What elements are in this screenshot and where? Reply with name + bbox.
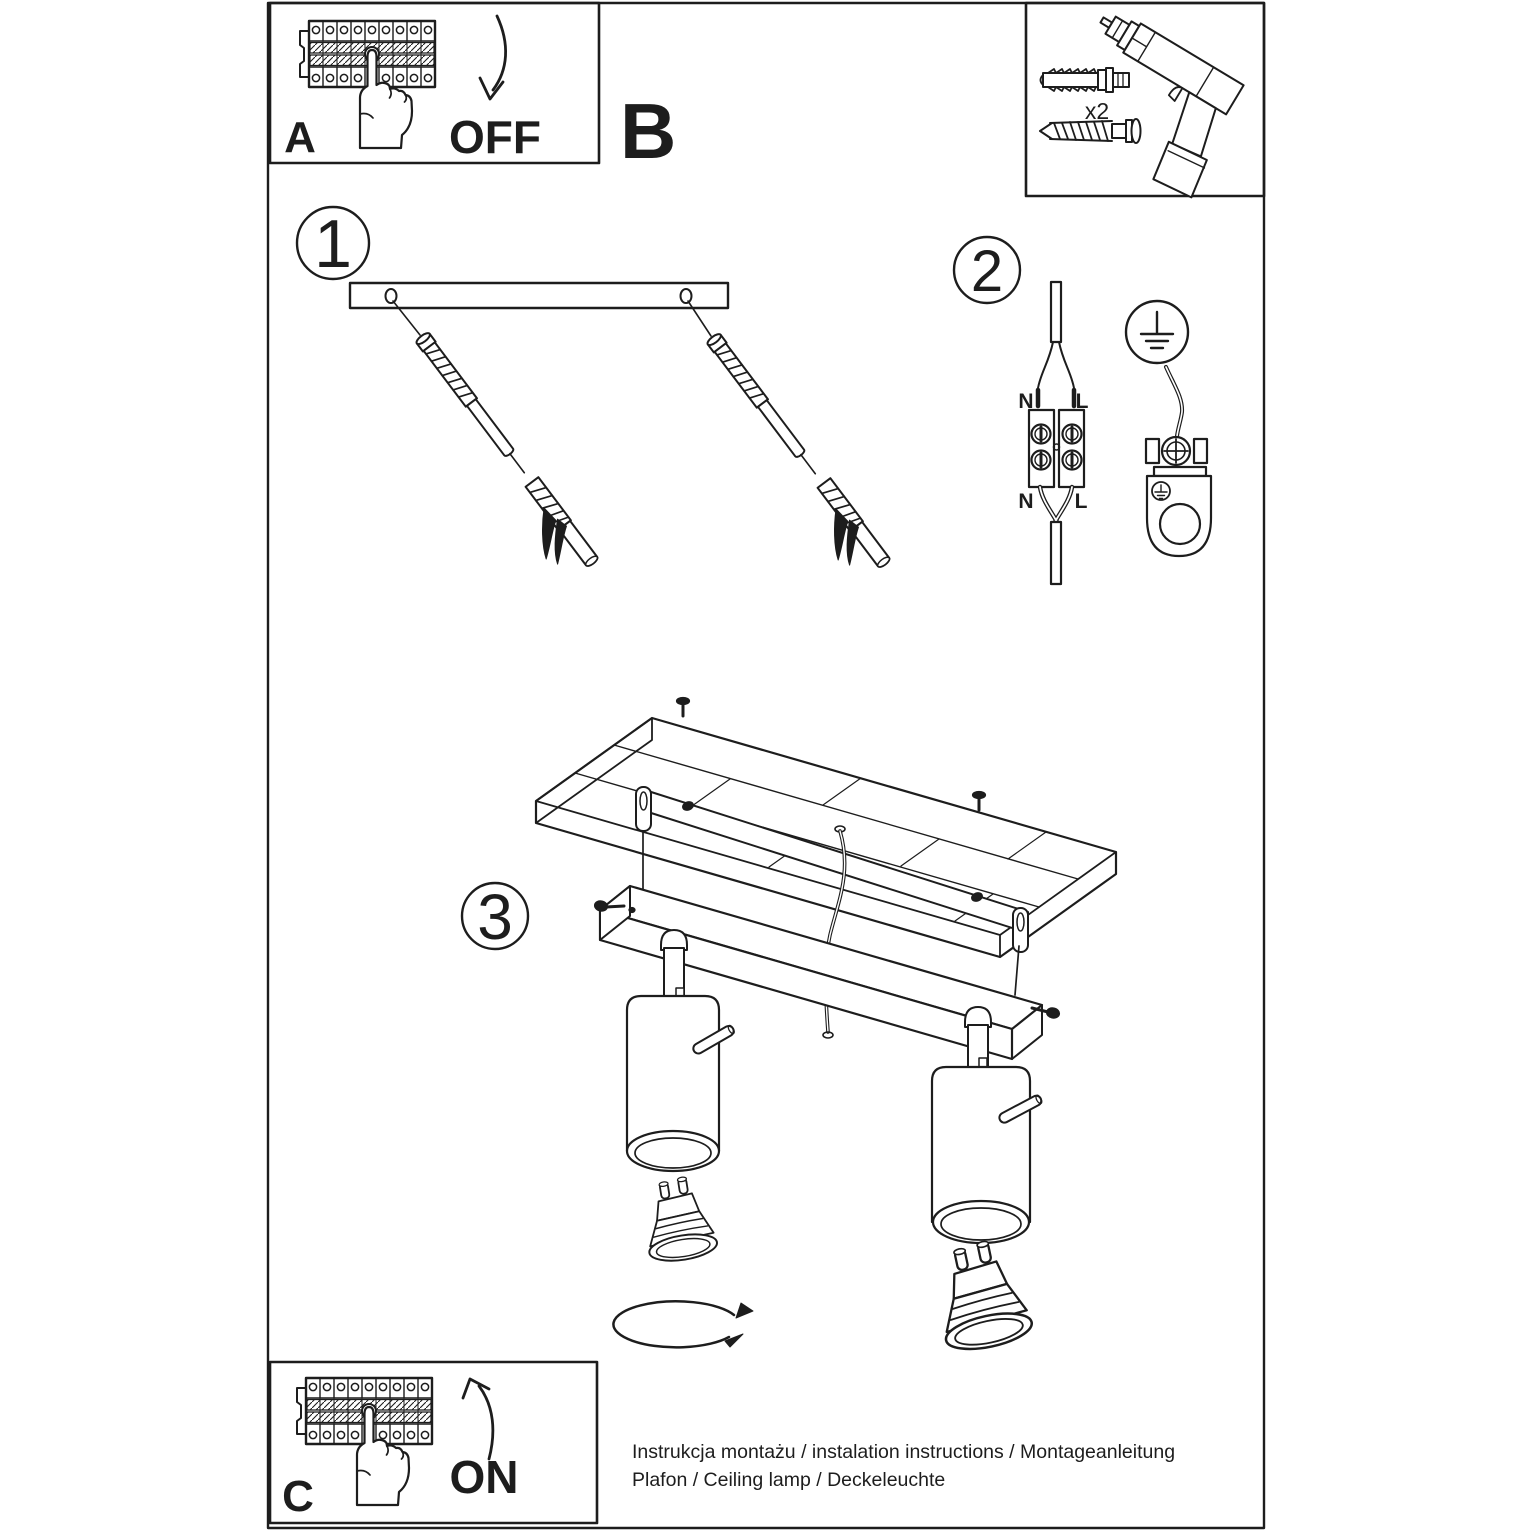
bar-hole-right — [681, 289, 692, 303]
panel-c-box — [270, 1362, 597, 1523]
arrow-up-icon — [463, 1379, 493, 1459]
quantity-label: x2 — [1084, 98, 1110, 124]
gu10-bulb-right — [928, 1235, 1035, 1355]
spot-right — [932, 1007, 1043, 1243]
footer-line-1: Instrukcja montażu / instalation instructions / Montageanleitung — [632, 1441, 1176, 1463]
bar-hole-left — [386, 289, 397, 303]
terminal-block — [1029, 410, 1084, 487]
hardware-box — [1026, 3, 1264, 201]
mains-cable-bottom — [1040, 487, 1072, 584]
mains-cable-top — [1038, 282, 1074, 406]
step-1-number: 1 — [314, 206, 352, 282]
panel-a-box — [270, 3, 599, 163]
step-3-number: 3 — [477, 881, 513, 953]
gu10-bulb-left — [638, 1173, 718, 1265]
rotate-arrow-icon — [613, 1301, 753, 1347]
live-label-bottom: L — [1074, 490, 1088, 513]
switch-off-label: OFF — [449, 111, 541, 163]
neutral-label-top: N — [1018, 390, 1034, 413]
step-2-number: 2 — [970, 239, 1004, 304]
screw-anchor-left — [393, 301, 600, 585]
section-b-letter: B — [620, 87, 677, 175]
panel-a-letter: A — [284, 113, 316, 162]
arrow-down-icon — [480, 16, 506, 99]
mounting-bar — [350, 283, 728, 308]
plate-screw-left — [677, 698, 689, 716]
panel-c-letter: C — [282, 1472, 314, 1521]
ground-clamp — [1146, 437, 1211, 556]
screw-anchor-right — [688, 301, 892, 586]
live-label-top: L — [1075, 390, 1089, 413]
neutral-label-bottom: N — [1018, 490, 1034, 513]
plate-screw-right — [973, 792, 985, 810]
ground-wire — [1166, 367, 1182, 436]
drill-icon — [1045, 5, 1254, 200]
footer-line-2: Plafon / Ceiling lamp / Deckeleuchte — [632, 1469, 946, 1491]
switch-on-label: ON — [449, 1451, 519, 1503]
step-3 — [462, 698, 1116, 1356]
ground-symbol-icon — [1126, 301, 1188, 363]
wall-plug-icon — [1041, 68, 1130, 92]
canopy-screw-right — [1032, 1007, 1060, 1018]
step-1 — [297, 207, 892, 586]
